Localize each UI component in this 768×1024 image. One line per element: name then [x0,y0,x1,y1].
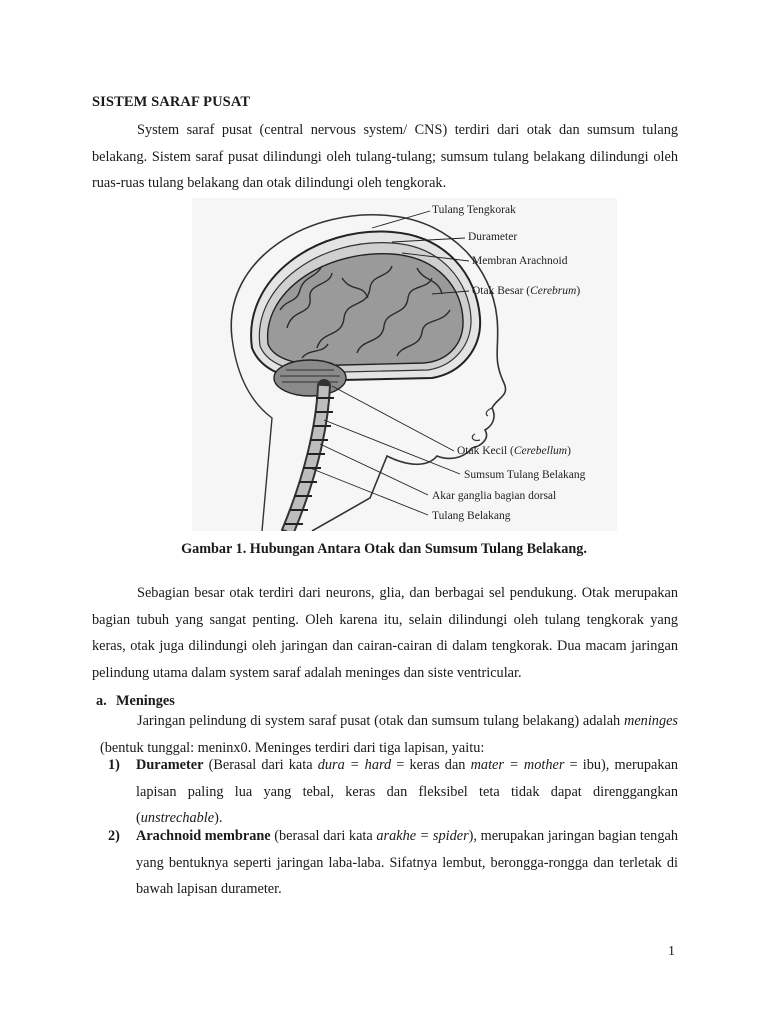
label-otak-kecil: Otak Kecil (Cerebellum) [457,445,571,457]
label-otak-besar: Otak Besar (Cerebrum) [472,285,581,297]
brain-spinal-cord-figure [192,198,617,531]
label-tulang-tengkorak: Tulang Tengkorak [432,204,516,216]
item-body: Arachnoid membrane (berasal dari kata arakhe = spider), merupakan jaringan bagian tengah yang bentuknya seperti jaringan laba-laba. Sifatnya lembut, berongga-rongga dan terletak di bawah lapisan durameter. [136,828,678,897]
item-number: 2) [108,828,120,844]
label-sumsum-tulang-belakang: Sumsum Tulang Belakang [464,469,586,481]
label-tulang-belakang: Tulang Belakang [432,510,511,522]
section-marker: a. [96,693,107,709]
item-number: 1) [108,757,120,773]
page-title: SISTEM SARAF PUSAT [92,94,251,110]
spinal-column [285,386,334,531]
item-term: Durameter [136,757,204,773]
item-term: Arachnoid membrane [136,828,271,844]
nose-mouth [472,408,492,440]
brain-diagram [192,198,617,531]
term-meninges: meninges [624,713,678,729]
label-akar-ganglia: Akar ganglia bagian dorsal [432,490,557,502]
label-membran-arachnoid: Membran Arachnoid [472,255,568,267]
paragraph-two: Sebagian besar otak terdiri dari neurons, glia, dan berbagai sel pendukung. Otak merupakan bagian tubuh yang sangat penting. Oleh karena itu, selain dilindungi oleh tulang tengkorak yang keras, otak juga dilindungi oleh jaringan dan cairan-cairan di dalam tengkorak. Dua macam jaringan pelindung utama dalam system saraf adalah meninges dan siste ventricular. [92,585,678,681]
intro-paragraph: System saraf pusat (central nervous system/ CNS) terdiri dari otak dan sumsum tulang belakang. Sistem saraf pusat dilindungi oleh tulang-tulang; sumsum tulang belakang dilindungi oleh ruas-ruas tulang belakang dan otak dilindungi oleh tengkorak. [92,122,678,191]
cerebellum [274,360,346,396]
item-body: Durameter (Berasal dari kata dura = hard = keras dan mater = mother = ibu), merupakan lapisan paling lua yang tebal, keras dan fleksibel teta tidak dapat direnggangkan (unstrechable). [136,757,679,826]
section-a-intro: Jaringan pelindung di system saraf pusat (otak dan sumsum tulang belakang) adalah meninges (bentuk tunggal: meninx0. Meninges terdiri dari tiga lapisan, yaitu: [100,713,678,756]
list-item-durameter [108,752,678,832]
section-heading-text: Meninges [116,693,175,709]
list-item-arachnoid [108,823,678,903]
figure-caption: Gambar 1. Hubungan Antara Otak dan Sumsum Tulang Belakang. [181,541,587,557]
label-durameter: Durameter [468,231,518,243]
page-number: 1 [668,944,675,959]
